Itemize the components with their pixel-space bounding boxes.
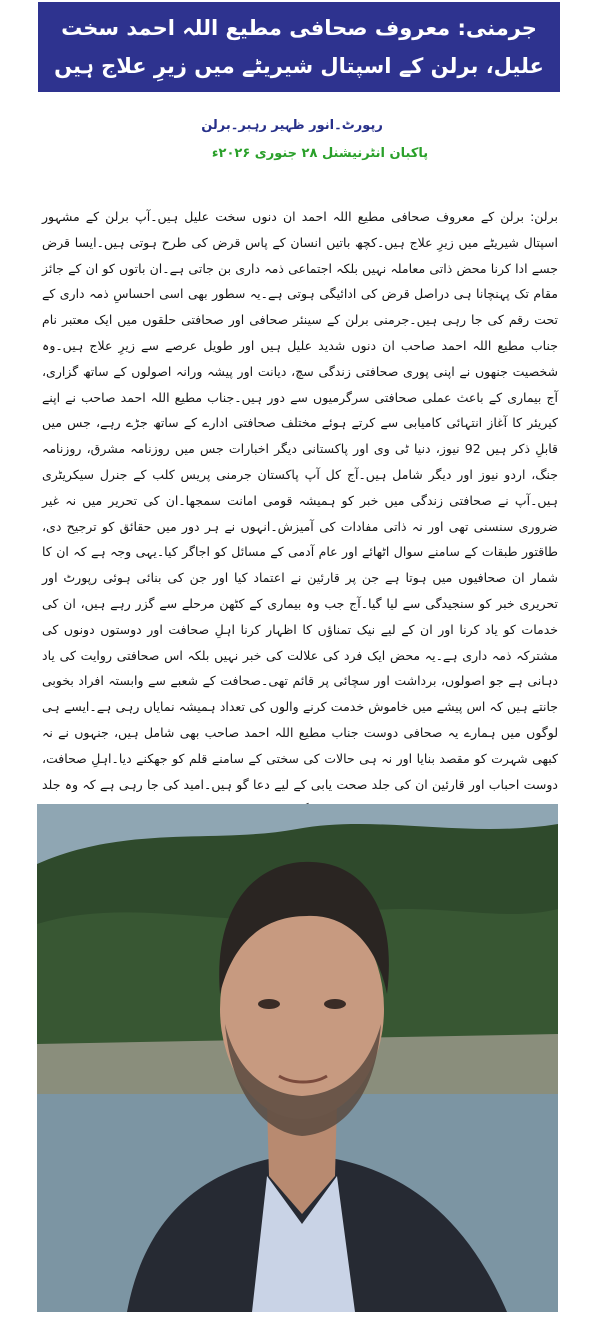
photo-eye-right (324, 999, 346, 1009)
article-paragraph: برلن: برلن کے معروف صحافی مطیع اللہ احمد ان دنوں سخت علیل ہیں۔آپ برلن کے مشہور اسپتال شیریٹے میں زیرِ علاج ہیں۔کچھ باتیں انسان کے پاس قرض کی طرح ہوتی ہیں۔ایسا قرض جسے ادا کرنا محض ذاتی معاملہ نہیں بلکہ اجتماعی ذمہ داری بن جاتی ہے۔ان باتوں کو ان کے جائز مقام تک پہنچانا ہی دراصل قرض کی ادائیگی ہوتی ہے۔یہ سطور بھی اسی احساسِ ذمہ داری کے تحت رقم کی جا رہی ہیں۔جرمنی برلن کے سینئر صحافی اور صحافتی حلقوں میں ایک معتبر نام جناب مطیع اللہ احمد صاحب ان دنوں شدید علیل ہیں اور طویل عرصے سے زیرِ علاج ہیں۔وہ شخصیت جنھوں نے اپنی پوری صحافتی زندگی سچ، دیانت اور پیشہ ورانہ اصولوں کے ساتھ گزاری، آج بیماری کے باعث عملی صحافتی سرگرمیوں سے دور ہیں۔جناب مطیع اللہ احمد صاحب نے اپنے کیریئر کا آغاز انتہائی کامیابی سے کرتے ہوئے مختلف صحافتی ادارے کے ساتھ جڑے رہے، جس میں قابلِ ذکر ہیں 92 نیوز، دنیا ٹی وی اور پاکستانی دیگر اخبارات جس میں روزنامہ مشرق، روزنامہ جنگ، اردو نیوز اور دیگر شامل ہیں۔آج کل آپ پاکستان جرمنی پریس کلب کے جنرل سیکریٹری ہیں۔آپ نے صحافتی زندگی میں خبر کو ہمیشہ قومی امانت سمجھا۔ان کی تحریر میں نہ غیر ضروری سنسنی تھی اور نہ ذاتی مفادات کی آمیزش۔انہوں نے ہر دور میں حقائق کو ترجیح دی، طاقتور طبقات کے سامنے سوال اٹھائے اور عام آدمی کے مسائل کو اجاگر کیا۔یہی وجہ ہے کہ ان کا شمار ان صحافیوں میں ہوتا ہے جن پر قارئین نے اعتماد کیا اور جن کی بنائی ہوئی رپورٹ اور تحریری خبر کو سنجیدگی سے لیا گیا۔آج جب وہ بیماری کے کٹھن مرحلے سے گزر رہے ہیں، ان کی خدمات کو یاد کرنا اور ان کے لیے نیک تمناؤں کا اظہار کرنا اہلِ صحافت اور دوستوں دونوں کی مشترکہ ذمہ داری ہے۔یہ محض ایک فرد کی علالت کی خبر نہیں بلکہ اس صحافتی روایت کی یاد دہانی ہے جو اصولوں، برداشت اور سچائی پر قائم تھی۔صحافت کے شعبے سے وابستہ افراد بخوبی جانتے ہیں کہ اس پیشے میں خاموش خدمت کرنے والوں کی تعداد ہمیشہ نمایاں رہی ہے۔ایسے ہی لوگوں میں ہمارے یہ صحافی دوست جناب مطیع اللہ احمد صاحب بھی شامل ہیں، جنہوں نے نہ کبھی شہرت کو مقصد بنایا اور نہ ہی حالات کی سختی کے سامنے قلم کو جھکنے دیا۔اہلِ صحافت، دوست احباب اور قارئین ان کی جلد صحت یابی کے لیے دعا گو ہیں۔امید کی جا رہی ہے کہ وہ جلد (42, 209, 558, 792)
portrait-illustration (37, 804, 558, 1312)
photo-eye-left (258, 999, 280, 1009)
portrait-photo (37, 804, 558, 1312)
dateline: پاکبان انٹرنیشنل ۲۸ جنوری ۲۰۲۶ء (211, 146, 429, 161)
headline-banner (38, 2, 560, 92)
headline-text: جرمنی: معروف صحافی مطیع اللہ احمد سخت علیل، برلن کے اسپتال شیریٹے میں زیرِ علاج ہیں (54, 16, 544, 78)
byline: رپورٹ۔انور ظہیر رہبر۔برلن (201, 118, 383, 133)
